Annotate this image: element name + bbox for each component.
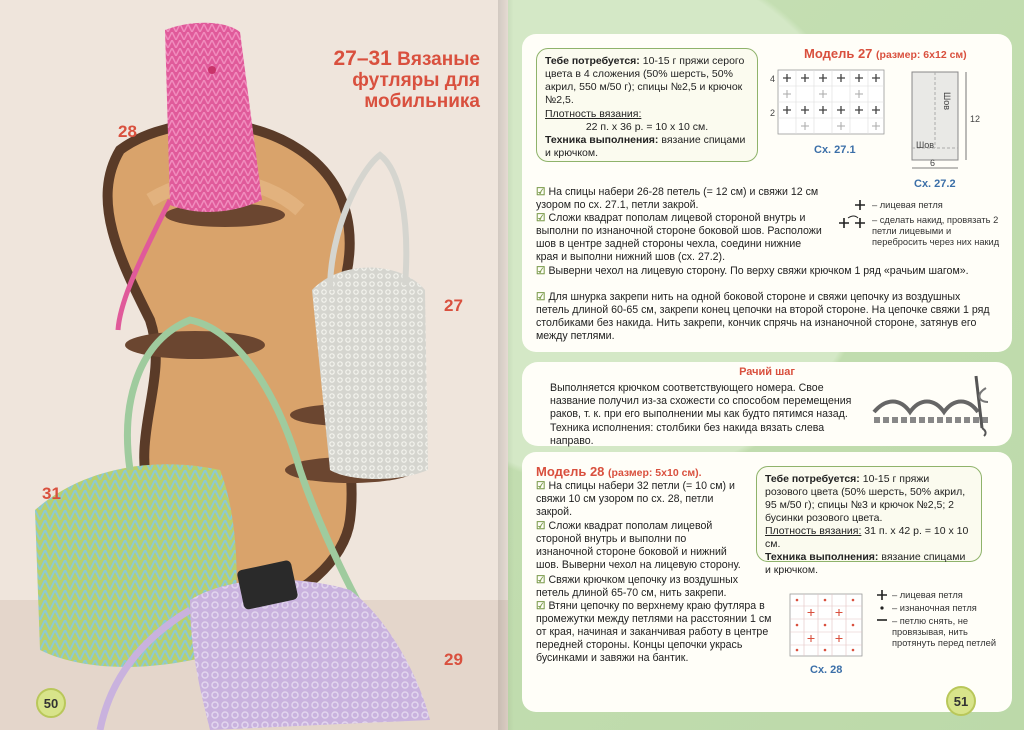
model28-density-label: Плотность вязания: [765, 525, 862, 537]
model28-technique-value: вязание спицами и крючком. [765, 551, 966, 576]
model27-step-4: ☑ Для шнурка закрепи нить на одной боковой стороне и свяжи цепочку из воздушных петель длиной 60-65 см, закрепи конец цепочки на второй стороне. На цепочке свяжи 1 ряд столбиками без накида. Нить закрепи, кончик спрячь на изнаночной стороне, затянув его между петлями. [536, 291, 990, 343]
item-label-31: 31 [42, 484, 61, 503]
model27-legend-knit: – лицевая петля [872, 200, 943, 210]
scheme-27-2-bottom-seam: Шов [916, 140, 935, 150]
item-label-28: 28 [118, 122, 137, 141]
model28-density-value: 31 п. x 42 р. = 10 x 10 см. [765, 525, 969, 550]
model28-technique-label: Техника выполнения: [765, 551, 879, 563]
scheme-27-1-caption: Сх. 27.1 [814, 144, 856, 156]
scheme-27-2-caption: Сх. 27.2 [914, 178, 956, 190]
scheme-27-2-seam-label: Шов [942, 91, 953, 111]
scheme-27-1-row-4: 4 [770, 74, 776, 84]
model27-density-label: Плотность вязания: [545, 108, 642, 120]
scheme-27-2-width: 6 [930, 158, 936, 168]
model27-legend-yo: – сделать накид, провязать 2 петли лицевыми и перебросить через них накид [872, 215, 1000, 247]
title-text: Вязаные футляры для мобильника [352, 49, 480, 112]
model27-size: (размер: 6x12 см) [876, 49, 967, 61]
checkbox-icon: ☑ [536, 480, 546, 492]
model27-step-1: ☑ На спицы набери 26-28 петель (= 12 см) и свяжи 12 см узором по сх. 27.1, петли закрой. [536, 186, 819, 212]
item-label-29: 29 [444, 650, 463, 669]
model27-card [522, 34, 1012, 352]
model28-need-label: Тебе потребуется: [765, 473, 860, 485]
scheme-27-2 [904, 68, 980, 176]
model27-technique-label: Техника выполнения: [545, 134, 659, 146]
model27-heading [804, 46, 967, 61]
title-number: 27–31 [333, 47, 392, 70]
checkbox-icon: ☑ [536, 265, 546, 277]
model28-need-text: 10-15 г пряжи розового цвета (50% шерсть, 50% акрил, 95 м/50 г); спицы №3 и крючок №2,5; 2 бусинки розового цвета. [765, 473, 966, 524]
model28-legend-slip: – петлю снять, не провязывая, нить протянуть перед петлей [892, 616, 997, 648]
page-title [300, 48, 480, 112]
model28-step-3: ☑ Свяжи крючком цепочку из воздушных петель длиной 65-70 см, нить закрепи. [536, 574, 739, 600]
crab-stitch-heading: Рачий шаг [739, 366, 795, 378]
model28-card [522, 452, 1012, 712]
scheme-27-1-row-2: 2 [770, 108, 776, 118]
checkbox-icon: ☑ [536, 600, 546, 612]
scheme-28 [788, 592, 864, 658]
checkbox-icon: ☑ [536, 291, 546, 303]
model28-legend-purl: – изнаночная петля [892, 603, 977, 613]
crab-stitch-card [522, 362, 1012, 446]
model28-step-2: ☑ Сложи квадрат пополам лицевой стороной внутрь и выполни по изнаночной стороне боковой и нижний шов. Выверни чехол на лицевую сторону. [536, 520, 741, 572]
checkbox-icon: ☑ [536, 186, 546, 198]
page-number-right: 51 [946, 686, 976, 716]
model28-heading [536, 464, 702, 479]
model28-step-1: ☑ На спицы набери 32 петли (= 10 см) и свяжи 10 см узором по сх. 28, петли закрой. [536, 480, 735, 519]
checkbox-icon: ☑ [536, 520, 546, 532]
plus-symbol-icon [872, 588, 892, 628]
scheme-28-caption: Сх. 28 [810, 664, 843, 676]
model28-step-4: ☑ Втяни цепочку по верхнему краю футляра в промежутки между петлями на расстоянии 1 см от края, начиная и заканчивая работу в центре передней стороны. Концы цепочки укрась бусинками и завяжи на бантик. [536, 600, 772, 665]
left-page [0, 0, 508, 730]
model28-legend-knit: – лицевая петля [892, 590, 963, 600]
model27-need-label: Тебе потребуется: [545, 55, 640, 67]
scheme-27-1 [768, 68, 888, 138]
checkbox-icon: ☑ [536, 574, 546, 586]
model27-density-value: 22 п. x 36 р. = 10 x 10 см. [585, 121, 709, 133]
book-spine-shadow [498, 0, 514, 730]
page-number-left: 50 [36, 688, 66, 718]
item-label-27: 27 [444, 296, 463, 315]
crab-stitch-text: Выполняется крючком соответствующего номера. Свое название получил из-за схожести со способом перемещения раков, т. к. при его выполнении мы как будто пятимся назад. Техника исполнения: столбики без накида вязать слева направо. [550, 382, 852, 447]
model27-title: Модель 27 [804, 46, 873, 61]
crab-stitch-illustration [866, 368, 1006, 440]
scheme-27-2-height: 12 [970, 114, 981, 124]
model27-step-2: ☑ Сложи квадрат пополам лицевой стороной внутрь и выполни по изнаночной стороне боковой шов. Расположи шов в центре задней стороны чехла, соедини нижние края и выполни нижний шов (сх. 27.2). [536, 212, 822, 264]
model27-materials-box [536, 48, 758, 162]
plus-symbol-icon [836, 198, 876, 238]
model28-materials-box [756, 466, 982, 576]
model27-need-text: 10-15 г пряжи серого цвета в 4 сложения (50% шерсть, 50% акрил, 550 м/50 г); спицы №2,5 и крючок №2,5. [545, 55, 745, 106]
right-page [508, 0, 1024, 730]
model28-title: Модель 28 [536, 464, 605, 479]
model27-technique-value: вязание спицами и крючком. [545, 134, 746, 159]
checkbox-icon: ☑ [536, 212, 546, 224]
model28-size: (размер: 5x10 см). [608, 467, 702, 479]
model27-step-3: ☑ Выверни чехол на лицевую сторону. По верху свяжи крючком 1 ряд «рачьим шагом». [536, 265, 969, 277]
